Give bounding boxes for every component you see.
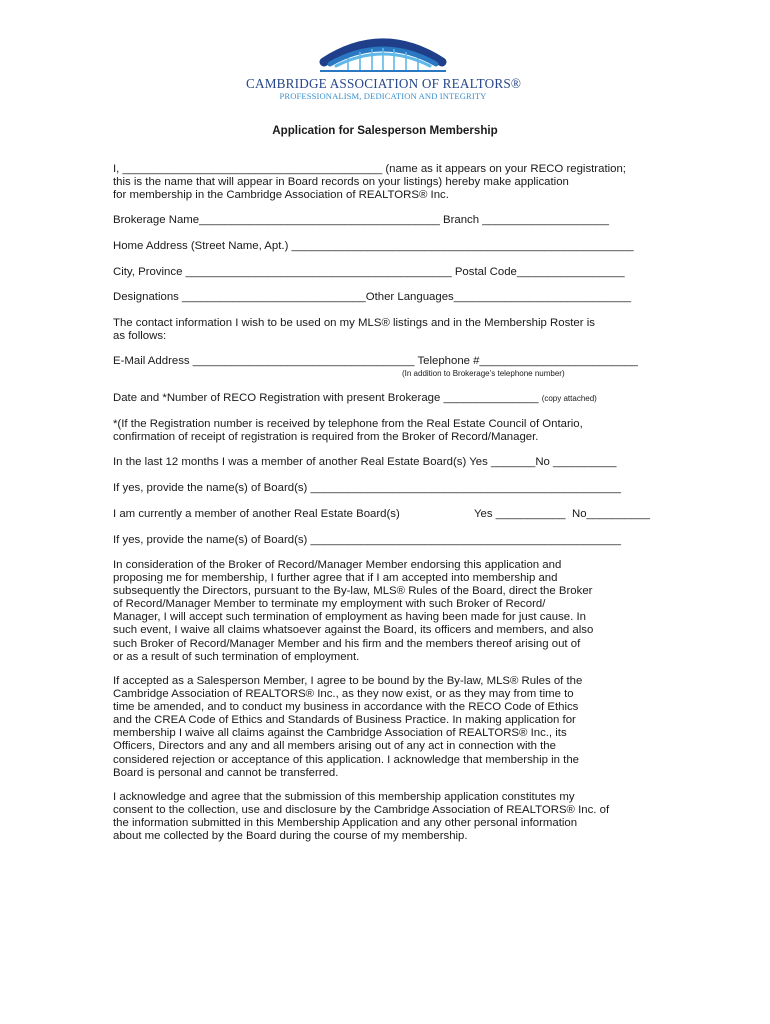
reco-registration-field[interactable] — [113, 392, 658, 405]
paragraph-line: I acknowledge and agree that the submission of this membership application constitutes my — [113, 791, 575, 803]
contact-intro-line: as follows: — [113, 330, 167, 343]
paragraph-line: or as a result of such termination of employment. — [113, 650, 360, 663]
paragraph-line: considered rejection or acceptance of this application. I acknowledge that membership in the — [113, 753, 580, 766]
paragraph-line: If accepted as a Salesperson Member, I agree to be bound by the By-law, MLS® Rules of the — [113, 675, 583, 687]
paragraph-line: and the CREA Code of Ethics and Standards of Business Practice. In making application for — [113, 714, 576, 727]
reco-note-line: confirmation of receipt of registration is required from the Broker of Record/Manager. — [113, 431, 539, 444]
bridge-logo-icon — [246, 28, 520, 78]
paragraph-line: proposing me for membership, I further agree that if I am accepted into membership and — [113, 572, 558, 585]
paragraph-line: time be amended, and to conduct my business in accordance with the RECO Code of Ethics — [113, 701, 579, 714]
paragraph-line: about me collected by the Board during the course of my membership. — [113, 830, 468, 843]
paragraph-line: subsequently the Directors, pursuant to the By-law, MLS® Rules of the Board, direct the Broker — [113, 585, 593, 598]
paragraph-line: such event, I waive all claims whatsoever against the Board, its officers and members, and also — [113, 624, 594, 637]
prior-boards-field[interactable]: If yes, provide the name(s) of Board(s) _________________________________________________ — [113, 482, 621, 494]
current-membership-question[interactable] — [113, 508, 658, 521]
paragraph-line: the information submitted in this Membership Application and any other personal information — [113, 817, 578, 830]
reco-note-line: *(If the Registration number is received by telephone from the Real Estate Council of Ontario, — [113, 418, 583, 430]
contact-intro — [113, 317, 658, 343]
home-address-field[interactable]: Home Address (Street Name, Apt.) ______________________________________________________ — [113, 240, 634, 252]
email-telephone-field[interactable]: E-Mail Address ___________________________________ Telephone #_________________________ — [113, 355, 638, 367]
association-logo — [246, 28, 520, 112]
paragraph-line: such Broker of Record/Manager Member and his firm and the members thereof arising out of — [113, 637, 581, 650]
intro-paragraph — [113, 163, 658, 202]
copy-attached-note: (copy attached) — [541, 394, 597, 403]
page-title: Application for Salesperson Membership — [272, 124, 498, 137]
reco-note — [113, 418, 658, 444]
org-tagline: PROFESSIONALISM, DEDICATION AND INTEGRITY — [279, 91, 487, 101]
prior-membership-question[interactable]: In the last 12 months I was a member of another Real Estate Board(s) Yes _______No __________ — [113, 456, 617, 468]
reco-line: Date and *Number of RECO Registration with present Brokerage _______________ — [113, 392, 539, 404]
current-member-yes[interactable]: Yes ___________ — [474, 508, 566, 520]
phone-note: (In addition to Brokerage’s telephone number) — [402, 369, 565, 378]
paragraph-line: consent to the collection, use and disclosure by the Cambridge Association of REALTORS® Inc. of — [113, 804, 610, 817]
current-boards-field[interactable]: If yes, provide the name(s) of Board(s) _________________________________________________ — [113, 534, 621, 546]
intro-line: I, _________________________________________ (name as it appears on your RECO registration; — [113, 163, 626, 175]
broker-consideration-paragraph — [113, 559, 658, 664]
intro-line: this is the name that will appear in Board records on your listings) hereby make application — [113, 176, 569, 189]
paragraph-line: membership I waive all claims against the Cambridge Association of REALTORS® Inc., its — [113, 727, 567, 740]
paragraph-line: Manager, I will accept such termination of employment as having been made for just cause. In — [113, 611, 586, 624]
paragraph-line: Cambridge Association of REALTORS® Inc., as they now exist, or as they may from time to — [113, 688, 574, 701]
current-member-no[interactable]: No__________ — [572, 508, 650, 520]
paragraph-line: Board is personal and cannot be transferred. — [113, 766, 339, 779]
intro-line: for membership in the Cambridge Association of REALTORS® Inc. — [113, 189, 449, 202]
privacy-paragraph — [113, 791, 658, 843]
paragraph-line: Officers, Directors and any and all members arising out of any act in connection with the — [113, 740, 556, 753]
contact-intro-line: The contact information I wish to be used on my MLS® listings and in the Membership Roster is — [113, 317, 595, 329]
current-member-label: I am currently a member of another Real Estate Board(s) — [113, 508, 400, 520]
brokerage-field[interactable]: Brokerage Name______________________________________ Branch ____________________ — [113, 214, 609, 226]
org-name: CAMBRIDGE ASSOCIATION OF REALTORS® — [246, 76, 522, 91]
paragraph-line: of Record/Manager Member to terminate my employment with such Broker of Record/ — [113, 598, 546, 611]
bylaw-paragraph — [113, 675, 658, 780]
designations-field[interactable]: Designations _____________________________Other Languages____________________________ — [113, 291, 632, 303]
paragraph-line: In consideration of the Broker of Record/Manager Member endorsing this application and — [113, 559, 562, 571]
city-province-field[interactable]: City, Province __________________________________________ Postal Code_________________ — [113, 266, 625, 278]
